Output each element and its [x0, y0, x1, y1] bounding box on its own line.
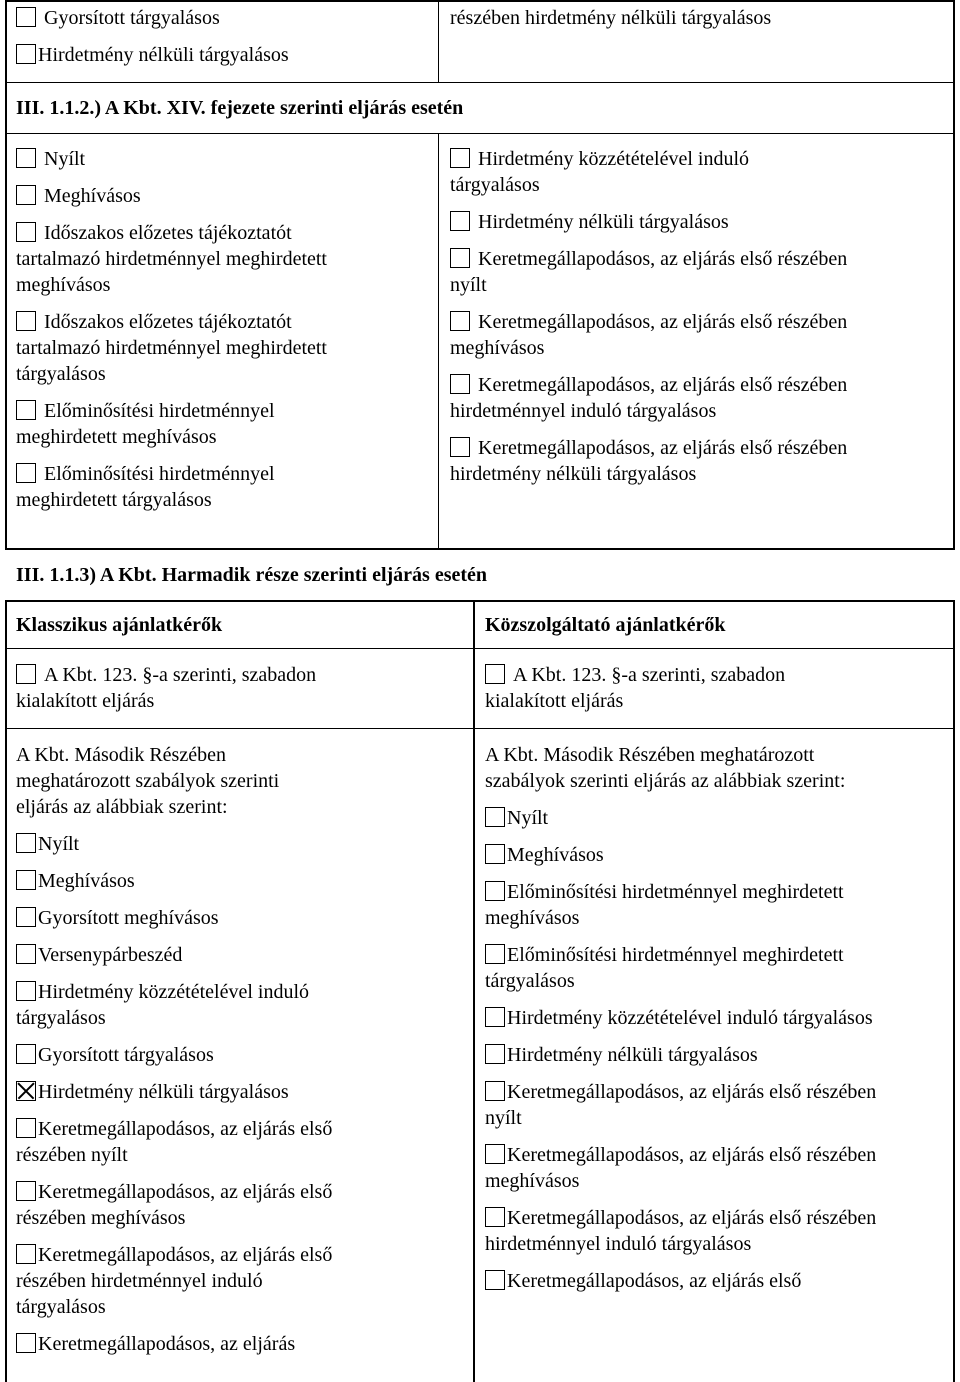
checkbox-item[interactable]: [450, 246, 850, 298]
checkbox-icon[interactable]: [16, 981, 36, 1001]
checkbox-item[interactable]: [16, 1116, 351, 1168]
checkbox-label: Keretmegállapodásos, az eljárás első részében hirdetménnyel induló tárgyalásos: [485, 1207, 877, 1255]
checkbox-icon[interactable]: [16, 1118, 36, 1138]
checkbox-icon[interactable]: [485, 944, 505, 964]
right-free-procedure[interactable]: [485, 662, 865, 714]
section2-left-cell: [16, 146, 366, 524]
checkbox-item[interactable]: [450, 435, 850, 487]
checkbox-label: Gyorsított meghívásos: [38, 907, 219, 929]
checkbox-label: Hirdetmény nélküli tárgyalásos: [507, 1044, 758, 1066]
checkbox-icon[interactable]: [16, 664, 36, 684]
checkbox-item[interactable]: [485, 1205, 905, 1257]
checkbox-icon[interactable]: [16, 311, 36, 331]
checkbox-item[interactable]: [16, 1242, 351, 1320]
checkbox-icon[interactable]: [485, 1044, 505, 1064]
checkbox-label: Hirdetmény közzétételével induló tárgyalásos: [16, 981, 310, 1029]
checkbox-label: Keretmegállapodásos, az eljárás első részében hirdetménnyel induló tárgyalásos: [16, 1244, 333, 1318]
section-heading-1-1-2: III. 1.1.2.) A Kbt. XIV. fejezete szerinti eljárás esetén: [16, 97, 464, 119]
checkbox-label: Keretmegállapodásos, az eljárás első: [507, 1270, 802, 1292]
checked-checkbox-icon[interactable]: [16, 1081, 36, 1101]
right-column-header: Közszolgáltató ajánlatkérők: [485, 614, 726, 636]
checkbox-label: Gyorsított tárgyalásos: [38, 1044, 214, 1066]
checkbox-icon[interactable]: [16, 7, 36, 27]
checkbox-icon[interactable]: [485, 1207, 505, 1227]
checkbox-label: Meghívásos: [507, 844, 604, 866]
top-left-cell: [16, 5, 431, 79]
checkbox-item[interactable]: [485, 942, 905, 994]
checkbox-label: Keretmegállapodásos, az eljárás első részében hirdetménnyel induló tárgyalásos: [450, 374, 848, 422]
checkbox-label: Előminősítési hirdetménnyel meghirdetett tárgyalásos: [16, 463, 275, 511]
checkbox-label: Versenypárbeszéd: [38, 944, 183, 966]
checkbox-label: A Kbt. 123. §-a szerinti, szabadon kialakított eljárás: [16, 664, 317, 712]
checkbox-item[interactable]: [450, 146, 830, 198]
checkbox-icon[interactable]: [485, 1081, 505, 1101]
checkbox-label: Előminősítési hirdetménnyel meghirdetett meghívásos: [485, 881, 844, 929]
checkbox-icon[interactable]: [16, 222, 36, 242]
left-options-cell: [16, 742, 356, 1368]
checkbox-icon[interactable]: [450, 311, 470, 331]
section-heading-1-1-3: III. 1.1.3) A Kbt. Harmadik része szerinti eljárás esetén: [16, 564, 488, 586]
checkbox-label: Keretmegállapodásos, az eljárás első részében nyílt: [485, 1081, 877, 1129]
checkbox-hirdetmeny-nelkuli-targyalasos[interactable]: [16, 42, 431, 68]
checkbox-icon[interactable]: [450, 211, 470, 231]
checkbox-label: Keretmegállapodásos, az eljárás első részében meghívásos: [450, 311, 848, 359]
checkbox-item[interactable]: [16, 309, 346, 387]
left-free-procedure[interactable]: [16, 662, 396, 714]
continued-text: részében hirdetmény nélküli tárgyalásos: [450, 7, 772, 29]
checkbox-icon[interactable]: [16, 833, 36, 853]
checkbox-icon[interactable]: [450, 374, 470, 394]
checkbox-item[interactable]: [485, 1005, 905, 1031]
checkbox-icon[interactable]: [16, 463, 36, 483]
checkbox-icon[interactable]: [16, 907, 36, 927]
checkbox-item[interactable]: [16, 183, 366, 209]
checkbox-label: Előminősítési hirdetménnyel meghirdetett meghívásos: [16, 400, 275, 448]
intro-text: A Kbt. Második Részében meghatározott szabályok szerinti eljárás az alábbiak szerint:: [485, 744, 846, 792]
checkbox-icon[interactable]: [16, 870, 36, 890]
checkbox-item[interactable]: [485, 1142, 905, 1194]
checkbox-gyorsitott-targyalasos[interactable]: [16, 5, 431, 31]
left-options-list: [16, 831, 356, 1357]
checkbox-item[interactable]: [485, 879, 905, 931]
checkbox-icon[interactable]: [485, 844, 505, 864]
checkbox-icon[interactable]: [16, 1181, 36, 1201]
checkbox-label: Nyílt: [44, 148, 86, 170]
checkbox-icon[interactable]: [16, 185, 36, 205]
checkbox-label: A Kbt. 123. §-a szerinti, szabadon kialakított eljárás: [485, 664, 786, 712]
checkbox-item[interactable]: [485, 805, 905, 831]
checkbox-label: Hirdetmény nélküli tárgyalásos: [38, 44, 289, 66]
checkbox-icon[interactable]: [16, 1044, 36, 1064]
right-options-cell: [485, 742, 925, 1305]
checkbox-item[interactable]: [16, 146, 366, 172]
checkbox-item[interactable]: [16, 905, 351, 931]
intro-text: A Kbt. Második Részében meghatározott szabályok szerinti eljárás az alábbiak szerint:: [16, 744, 280, 818]
checkbox-icon[interactable]: [485, 881, 505, 901]
checkbox-label: Időszakos előzetes tájékoztatót tartalmazó hirdetménnyel meghirdetett tárgyalásos: [16, 311, 327, 385]
section2-right-cell: [450, 146, 945, 498]
checkbox-label: Hirdetmény közzétételével induló tárgyalásos: [507, 1007, 873, 1029]
checkbox-item[interactable]: [16, 831, 351, 857]
top-right-cell: [450, 5, 945, 31]
checkbox-label: Meghívásos: [44, 185, 141, 207]
left-column-header: Klasszikus ajánlatkérők: [16, 614, 223, 636]
checkbox-label: Hirdetmény közzétételével induló tárgyalásos: [450, 148, 750, 196]
checkbox-item[interactable]: [16, 942, 351, 968]
checkbox-icon[interactable]: [485, 664, 505, 684]
checkbox-item[interactable]: [485, 1079, 905, 1131]
checkbox-label: Keretmegállapodásos, az eljárás első részében hirdetmény nélküli tárgyalásos: [450, 437, 848, 485]
right-options-list: [485, 805, 925, 1294]
checkbox-label: Keretmegállapodásos, az eljárás: [38, 1333, 296, 1355]
checkbox-label: Nyílt: [38, 833, 80, 855]
checkbox-label: Keretmegállapodásos, az eljárás első részében meghívásos: [16, 1181, 333, 1229]
checkbox-icon[interactable]: [485, 1270, 505, 1290]
checkbox-icon[interactable]: [450, 248, 470, 268]
checkbox-item[interactable]: [16, 1042, 351, 1068]
checkbox-item[interactable]: [16, 1331, 351, 1357]
checkbox-item[interactable]: [16, 1079, 351, 1105]
checkbox-item[interactable]: [450, 309, 850, 361]
checkbox-icon[interactable]: [485, 1007, 505, 1027]
checkbox-icon[interactable]: [16, 944, 36, 964]
checkbox-icon[interactable]: [16, 1244, 36, 1264]
checkbox-item[interactable]: [485, 1268, 905, 1294]
checkbox-icon[interactable]: [450, 148, 470, 168]
checkbox-icon[interactable]: [16, 148, 36, 168]
checkbox-label: Hirdetmény nélküli tárgyalásos: [38, 1081, 289, 1103]
checkbox-item[interactable]: [16, 220, 346, 298]
checkbox-item[interactable]: [485, 842, 905, 868]
checkbox-label: Gyorsított tárgyalásos: [44, 7, 220, 29]
checkbox-icon[interactable]: [16, 44, 36, 64]
checkbox-item[interactable]: [450, 209, 945, 235]
checkbox-item[interactable]: [16, 979, 351, 1031]
checkbox-item[interactable]: [450, 372, 860, 424]
checkbox-item[interactable]: [16, 868, 351, 894]
checkbox-icon[interactable]: [485, 807, 505, 827]
checkbox-item[interactable]: [485, 1042, 905, 1068]
checkbox-icon[interactable]: [16, 1333, 36, 1353]
checkbox-item[interactable]: [16, 461, 326, 513]
checkbox-icon[interactable]: [485, 1144, 505, 1164]
checkbox-label: Előminősítési hirdetménnyel meghirdetett tárgyalásos: [485, 944, 844, 992]
checkbox-item[interactable]: [16, 1179, 351, 1231]
checkbox-label: Hirdetmény nélküli tárgyalásos: [478, 211, 729, 233]
checkbox-label: Nyílt: [507, 807, 549, 829]
checkbox-label: Keretmegállapodásos, az eljárás első részében nyílt: [16, 1118, 333, 1166]
checkbox-label: Keretmegállapodásos, az eljárás első részében nyílt: [450, 248, 848, 296]
checkbox-label: Időszakos előzetes tájékoztatót tartalmazó hirdetménnyel meghirdetett meghívásos: [16, 222, 327, 296]
checkbox-item[interactable]: [16, 398, 326, 450]
checkbox-icon[interactable]: [450, 437, 470, 457]
checkbox-icon[interactable]: [16, 400, 36, 420]
checkbox-label: Meghívásos: [38, 870, 135, 892]
checkbox-label: Keretmegállapodásos, az eljárás első részében meghívásos: [485, 1144, 877, 1192]
